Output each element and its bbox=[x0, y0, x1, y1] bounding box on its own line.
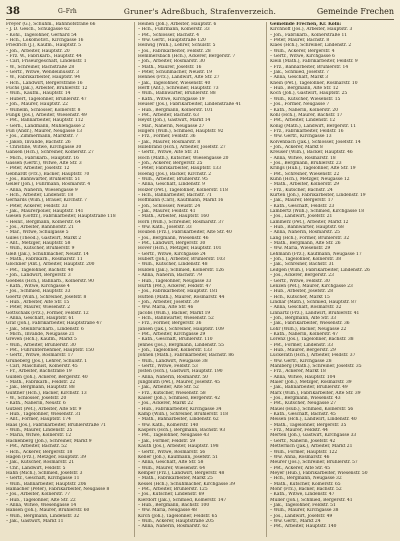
directory-entry: Kauth (Jos.), Arbeiter, Hauptstr. 198 bbox=[138, 444, 219, 450]
directory-entry: Lückerath (Hch.), Arbeiter, Feldstr. 37 bbox=[270, 353, 356, 359]
directory-entry: – Joh., Fabrikarb., Kölnerstraße 11 bbox=[270, 32, 348, 38]
directory-entry: – Jos., Landwirt, Josefstr. 49 bbox=[270, 513, 333, 519]
directory-entry: – Peter, Schuhmacher, Neustr. 19 bbox=[138, 70, 213, 76]
directory-entry: – Jak., Maurer, Feldstr. 41 bbox=[138, 209, 196, 215]
directory-entry: Gottschalk (Frz.), Former, Feldstr. 12 bbox=[6, 310, 89, 316]
directory-entry: Günther (Hch.), Bäcker, Kirchstr. 13 bbox=[6, 390, 87, 396]
directory-entry: – Jos., Former, Neugasse 7 bbox=[270, 102, 330, 108]
directory-entry: – Hub., Bergmann, Kölnerstr. 101 bbox=[138, 107, 213, 113]
directory-entry: – Hub., Tagelöhner, Neugasse 33 bbox=[138, 278, 212, 284]
directory-entry: – Anna, Geschäft, Lindenstr. 9 bbox=[138, 182, 205, 188]
directory-entry: Hennes (Frz.), Landwirt, Alte Str. 27 bbox=[138, 75, 220, 81]
directory-entry: – Joh., Arbeiter, Hauptstr. 20 bbox=[6, 48, 70, 54]
directory-entry: – Jos., Fabrikarbeiter, Feldstr. 28 bbox=[138, 48, 211, 54]
directory-entry: Gansen (Hch.), Schreiner, Kölnerstr. 27 bbox=[6, 150, 94, 156]
directory-entry: – Pet., Arbeiter, Lindenstr. 12 bbox=[270, 118, 336, 124]
directory-entry: – Frz., Maurer, Feldstr. 44 bbox=[270, 428, 328, 434]
directory-entry: – Math., Arbeiter, Hauptstr. 160 bbox=[138, 214, 209, 220]
directory-entry: – Ant., Former, Hauptstr. 174 bbox=[6, 417, 71, 423]
directory-entry: – Anna, Geschäft, Markt 3 bbox=[270, 75, 329, 81]
directory-entry: – Jos., Schmied, Hauptstr. 33 bbox=[6, 289, 71, 295]
directory-entry: – Fr., Arbeiter, Bachstraße 19 bbox=[6, 369, 72, 375]
directory-entry: – Math., Kutscher, Kölnerstr. 65 bbox=[270, 481, 341, 487]
directory-entry: – Jos., Fabrikarbeiter, Hauptstr. 181 bbox=[138, 289, 218, 295]
directory-entry: – Pet., Arbeiter, Kirchgasse 29 bbox=[138, 331, 206, 337]
directory-entry: Mauel (Hub.), Schmied, Kölnerstr. 56 bbox=[270, 406, 354, 412]
directory-entry: Lorenz (Jos.), Tagelöhner, Bachstr. 38 bbox=[270, 337, 354, 343]
directory-entry: Jansen (Jak.), Schreiner, Hauptstr. 109 bbox=[138, 326, 224, 332]
directory-entry: – Anna, Näherin, Rosmarstr. 62 bbox=[138, 524, 208, 530]
directory-entry: Müller (Joh.), Schmied, Bergerstr. 41 bbox=[270, 497, 353, 503]
directory-entry: Gülden (Joh.), Ackerer, Bergerstr. 40 bbox=[6, 374, 88, 380]
directory-entry: – W., Fabrikarbeiter, Hauptstr. 94 bbox=[6, 75, 81, 81]
directory-entry: Kürten (Joh.), Fabrikarbeiter, Lindenstr. 19 bbox=[270, 193, 366, 198]
directory-entry: Gutzeit (Pet.), Arbeiter, Alte Str. 9 bbox=[6, 406, 82, 412]
directory-entry: – Wilh., Maurer, Wiesenstr. 64 bbox=[138, 465, 206, 471]
directory-entry: Hoenig (Jos.), Bäcker, Kirchstr. 2 bbox=[138, 171, 212, 177]
directory-entry: Löhr (Wilh.), Bäcker, Neugasse 22 bbox=[270, 326, 347, 332]
directory-entry: – Pet., Arbeiter, Hauptstr. 140 bbox=[270, 524, 337, 530]
directory-entry: – Wilh., Landwirt, Neugasse 38 bbox=[138, 358, 208, 364]
directory-entry: Freyer (G.), Schuhm., Bahnhofstraße 66 bbox=[6, 22, 96, 27]
directory-entry: – Gertr., Geschäft, Kirchgasse 11 bbox=[6, 476, 80, 482]
directory-entry: Grüneberg (Jos.), Lehrer, Schulstr. 1 bbox=[6, 358, 88, 364]
directory-entry: – Hch., Fuhrmann, Kölnerstr. 33 bbox=[138, 27, 210, 33]
directory-entry: Goertz (Wilh.), Schreiner, Josefstr. 8 bbox=[6, 294, 87, 300]
directory-entry: – Gertr., Witwe, Wendelinusstr. 3 bbox=[6, 70, 80, 76]
directory-entry: – Kath., Näherin, Neustr. 6 bbox=[6, 401, 66, 407]
directory-entry: Kamp (Wilh.), Schreiner, Brühlerstr. 118 bbox=[138, 412, 229, 418]
directory-entry: Friedrich (J.), Kaufm., Hauptstr. 5 bbox=[6, 43, 81, 49]
directory-entry: – Hch., Bahnarbeiter, Bachstr. 71 bbox=[138, 193, 212, 198]
directory-entry: – Kath., Geschäft, Brühlerstr. 110 bbox=[138, 337, 213, 343]
directory-entry: – Kath., Witwe, Kirchgasse 19 bbox=[138, 96, 205, 102]
directory-entry: Gerhards (Wilh.), Brauer, Kirchstr. 7 bbox=[6, 198, 87, 204]
directory-entry: – Hub., Fabrikarbeiter, Kirchgasse 34 bbox=[138, 406, 222, 412]
directory-entry: – Pet., Schreiner, Wiesenstr. 22 bbox=[270, 171, 340, 177]
directory-entry: – Peter, Ackerer, Feldstr. 33 bbox=[6, 203, 68, 209]
directory-entry: – Wilh., Ackerer, Bergerstr. 4 bbox=[270, 48, 335, 54]
directory-entry: – Ww. Gertr., Markt 24 bbox=[270, 518, 321, 524]
directory-entry: – Ww. Gertr., Kirchgasse 28 bbox=[270, 358, 332, 364]
directory-entry: – Jos., Kutscher, Lindenstr. 69 bbox=[138, 492, 205, 498]
directory-entry: Hahn (Mich.), Schmied, Josefstr. 3 bbox=[6, 470, 83, 476]
directory-entry: – Pet., Ackerer, Alte Str. 45 bbox=[270, 465, 330, 471]
directory-entry: – Ww. Maria, Wiesenstr. 29 bbox=[270, 246, 331, 252]
directory-entry: – Gertr., Witwe, Feldstr. 53 bbox=[138, 364, 198, 369]
directory-entry: – Jakob, Invalide, Bachstr. 26 bbox=[6, 139, 71, 145]
directory-entry: – Hch., Ackerer, Bergerstr. 18 bbox=[6, 449, 73, 455]
directory-entry: – Wilh., Bahnwärter, Brühlerstr. 88 bbox=[138, 91, 216, 97]
column-3 bbox=[266, 22, 394, 537]
directory-entry: – Jak., Schreiner, Bachstr. 31 bbox=[270, 262, 335, 268]
directory-entry: – Wilh., Maurer, Lindenstr. 25 bbox=[6, 428, 73, 434]
directory-entry: – Heinr., Bergmann, Kölnerstr. 64 bbox=[6, 219, 81, 225]
directory-entry: Gassen (Gertr.), Witwe, Alte Str. 3 bbox=[6, 160, 82, 166]
directory-entry: Merten (Joh.), Gastwirt, Kirchgasse 33 bbox=[270, 433, 357, 439]
directory-entry: Lambertz (Wilh.), Schmied, Kirchgasse 18 bbox=[270, 209, 365, 215]
directory-entry: Kreuser (Wilh.), Bäcker, Hauptstr. 46 bbox=[270, 150, 353, 156]
directory-entry: – Jak., Arbeiter, Alte Str. 52 bbox=[138, 385, 199, 391]
directory-entry: – Frz., Fabrikarbeiter, Feldstr. 16 bbox=[270, 128, 344, 134]
directory-entry: Giesen (Gottfr.), Fabrikarbeiter, Hauptstraße 118 bbox=[6, 214, 116, 220]
directory-entry: – Gerh., Landmann, Mühlengasse 2 bbox=[6, 123, 85, 129]
directory-entry: Marx (Wilh.), Fabrikarbeiter, Alte Str. 39 bbox=[270, 390, 361, 396]
directory-entry: Hellwig (Wilh.), Lehrer, Schulstr. 5 bbox=[138, 43, 216, 49]
directory-entry: Metternich (Jak.), Arbeiter, Markt 21 bbox=[270, 444, 353, 450]
directory-entry: Gleß (Jak.), Schuhmacher, Neustr. 14 bbox=[6, 251, 89, 257]
directory-entry: Meyer (Hub.), Fabrikarbeiter, Wiesenstr. 50 bbox=[270, 470, 368, 476]
directory-entry: – Gertr., Witwe, Feldstr. 30 bbox=[270, 278, 330, 284]
directory-entry: – Jak., Tagelöhner, Wiesenstr. 40 bbox=[138, 80, 211, 86]
directory-entry: – W., Schlosser, Josefstr. 20 bbox=[6, 396, 67, 402]
directory-entry: – Jak., Maurerpolier, Hauptstr. 141 bbox=[6, 209, 84, 215]
directory-entry: – Jos., Bergmann, Wiesenstr. 46 bbox=[138, 235, 209, 241]
directory-entry: – Anna, Näherin, Rosmarstr. 50 bbox=[138, 374, 208, 380]
directory-entry: Hilgers (Wilh.), Schmied, Hauptstr. 92 bbox=[138, 128, 224, 134]
directory-entry: – Wilh., Ackerer, Hauptstraße 205 bbox=[138, 518, 214, 524]
directory-entry: – Joh., Bergmann, Alte Str. 33 bbox=[270, 315, 337, 321]
directory-entry: Haas (Jos.), Fabrikarbeiter, Brühlerstraße 71 bbox=[6, 422, 106, 428]
directory-entry: Gemeinde Frechen, Kr. Köln: bbox=[270, 22, 342, 27]
directory-entry: – Math., Bergmann, Alte Str. 26 bbox=[270, 241, 341, 247]
directory-entry: – Frz., Kutscher, Wiesenstr. 58 bbox=[138, 390, 206, 396]
directory-entry: Fuß (Andr.), Maurer, Neugasse 13 bbox=[6, 128, 83, 134]
directory-entry: – Pet., Arbeiter, Bachstr. 52 bbox=[6, 444, 67, 450]
directory-entry: – Ww. Gertr., Kirchgasse 13 bbox=[270, 134, 332, 140]
directory-entry: – Jak., Fabrikarbeiter, Wiesenstr. 36 bbox=[270, 321, 350, 327]
directory-entry: Kaiser (Joh.), Schmied, Bergerstr. 42 bbox=[138, 396, 220, 402]
directory-entry: – Frz., Bahnarbeiter, Brühlerstr. 14 bbox=[270, 64, 349, 70]
directory-entry: – Anna, Näherin, Rosmarstr. 25 bbox=[270, 230, 340, 236]
directory-entry: Hoffmann (Carl), Kaufmann, Markt 16 bbox=[138, 198, 224, 204]
directory-entry: – Jak., Steinbrucharb., Lindenstr. 6 bbox=[6, 326, 84, 332]
directory-entry: Johnen (Math.), Fabrikarbeiter, Bachstr. 86 bbox=[138, 353, 234, 359]
directory-entry: – Chr., Landwirt, Feldstr. 5 bbox=[6, 465, 66, 471]
directory-entry: – Gertr., Witwe, Alte Str. 31 bbox=[138, 150, 200, 156]
directory-entry: – Gertr., Witwe, Rosmarstr. 56 bbox=[138, 449, 206, 455]
directory-entry: – Hub., Bahnwärter, Hauptstr. 68 bbox=[270, 225, 344, 231]
directory-entry: – Hch., Arbeiter, Lindenstr. 18 bbox=[6, 193, 74, 198]
directory-entry: Kolvenbach (Jak.), Schlosser, Josefstr. 14 bbox=[270, 139, 361, 145]
directory-entry: – Jak., Former, Feldstr. 59 bbox=[138, 438, 196, 444]
directory-entry: Houben (Frz.), Fabrikarbeiter, Alte Str. 40 bbox=[138, 230, 232, 236]
directory-entry: Mahlberg (Math.), Schreiner, Josefstr. 35 bbox=[270, 364, 362, 369]
directory-entry: – Hub., Tagelöhner, Alte Str. 22 bbox=[6, 497, 76, 503]
directory-entry: – Anna, Geschäft, Alte Str. 58 bbox=[138, 460, 204, 466]
directory-entry: – Jak., Maurer, Bergerstr. 17 bbox=[270, 198, 334, 204]
directory-entry: Fungk (Jos.), Arbeiter, Wiesenstr. 49 bbox=[6, 112, 87, 118]
directory-entry: – Hch., Lokomotivf., Kirchgasse 16 bbox=[6, 38, 84, 44]
directory-entry: – Anna, Geschäft, Hauptstr. 61 bbox=[6, 315, 75, 321]
directory-entry: Herff (Ant.), Schreiner, Hauptstr. 73 bbox=[138, 86, 219, 92]
header-rule bbox=[6, 19, 394, 20]
directory-entry: – Gertr., Witwe, Kirchgasse 6 bbox=[270, 54, 335, 60]
directory-entry: – Jos., Bahnwärter, Brühlerstr. 51 bbox=[6, 176, 81, 182]
directory-entry: – Pet., Kutscher, Neugasse 27 bbox=[270, 401, 337, 407]
directory-entry: – Kath., Näherin, Kölnerstr. 47 bbox=[270, 331, 339, 337]
directory-entry: Kühn (Hch.), Metzger, Neugasse 12 bbox=[270, 176, 350, 182]
directory-entry: – Pet., Landwirt, Bergerstr. 30 bbox=[138, 241, 206, 247]
directory-entry: – Hub., Tagelöhner, Wiesenstr. 31 bbox=[6, 412, 81, 418]
directory-entry: – Ww. Anna, Rosmarstr. 46 bbox=[270, 454, 330, 460]
directory-entry: Kirch (Joh.), Tagelöhner, Feldstr. 65 bbox=[138, 513, 218, 519]
directory-entry: – J. D. Gesch., Schulgasse 62 bbox=[6, 27, 70, 33]
directory-entry: – Peter, Maurer, Wiesenstr. 2 bbox=[6, 305, 71, 311]
directory-entry: Jungbluth (Pet.), Maurer, Josefstr. 45 bbox=[138, 380, 220, 386]
directory-entry: – Jak., Tagelöhner, Feldstr. 51 bbox=[270, 502, 336, 508]
directory-entry: – Math., Tagelöhner, Bergerstr. 35 bbox=[270, 422, 347, 428]
directory-entry: Koch (Joh.), Gastwirt, Hauptstr. 25 bbox=[270, 91, 348, 97]
directory-entry: Jennes (Jos.), Bergmann, Lindenstr. 55 bbox=[138, 342, 224, 348]
directory-entry: – Kath., Geschäft, Feldstr. 23 bbox=[270, 203, 335, 209]
directory-entry: – Anna, Näherin, Bachstr. 79 bbox=[138, 273, 202, 279]
directory-entry: – Jos., Zimmermann, Marktstr. 7 bbox=[6, 134, 78, 140]
directory-entry: Heydt (Joh.), Gastwirt, Markt 14 bbox=[138, 118, 211, 124]
directory-entry: – Jos., Landwirt, Josefstr. 21 bbox=[270, 214, 333, 220]
directory-entry: – Ww. Maria, Alte Str. 46 bbox=[138, 305, 194, 311]
directory-entry: – Hub., Bergmann, Bachstr. 100 bbox=[138, 502, 210, 508]
directory-entry: – Ww. Kath., Kölnerstr. 140 bbox=[138, 422, 199, 428]
directory-entry: – Hch., Bergmann, Neugasse 32 bbox=[270, 476, 342, 482]
directory-entry: – Joh., Ackerer, Markt 8 bbox=[270, 144, 323, 150]
directory-entry: – Mich., Invalide, Neugasse 21 bbox=[6, 331, 75, 337]
directory-entry: Heinen (Joh.), Arbeiter, Hauptstr. 6 bbox=[138, 22, 217, 27]
directory-entry: – Joh., Arbeiter, Josefstr. 39 bbox=[138, 299, 199, 305]
directory-entry: Klein (Math.), Fabrikarbeiter, Feldstr. 9 bbox=[270, 59, 358, 65]
directory-entry: Lindlar (Math.), Schmied, Hauptstr. 87 bbox=[270, 299, 357, 305]
directory-entry: – Hub., Arbeiter, Alte Str. 15 bbox=[6, 299, 70, 305]
directory-entry: – Ww. Kath., Josefstr. 33 bbox=[138, 225, 192, 231]
directory-entry: Gebhardt (Frz.), Bäcker, Hauptstr. 70 bbox=[6, 171, 90, 177]
page-sub: G–Frh bbox=[58, 8, 77, 15]
directory-entry: – Jos., Bergmann, Brühlerstr. 23 bbox=[270, 160, 342, 166]
directory-entry: – Pet., Tagelöhner, Neugasse 43 bbox=[138, 433, 210, 439]
directory-entry: – Jos., Ackerer, Bergerstr. 23 bbox=[270, 273, 334, 279]
directory-entry: Meurer (Jos.), Schreiner, Brühlerstr. 57 bbox=[270, 460, 358, 466]
directory-entry: Klaes (Hch.), Schreiner, Lindenstr. 2 bbox=[270, 43, 352, 49]
directory-entry: – Joh., Tagelöhner, Kölnerstr. 133 bbox=[138, 347, 212, 353]
directory-entry: – Peter, Arbeiter, Josefstr. 12 bbox=[6, 166, 70, 172]
column-1 bbox=[6, 22, 130, 537]
directory-entry: – Jak., Gastwirt, Markt 11 bbox=[6, 518, 64, 524]
directory-entry: – Jak., Maurer, Rosmarstr. 8 bbox=[138, 139, 201, 145]
directory-entry: Meisen (Hch.), Landwirt, Lindenstr. 40 bbox=[270, 417, 357, 423]
directory-entry: – Kath., Witwe, Lindenstr. 47 bbox=[270, 492, 335, 498]
directory-entry: – Anna, Witwe, Wiesengasse 14 bbox=[6, 502, 77, 508]
directory-entry: Hürth (Pet.), Ackerer, Feldstr. 47 bbox=[138, 283, 212, 289]
directory-entry: – Hub., Maurer, Bergerstr. 29 bbox=[270, 347, 336, 353]
directory-entry: Hemmersbach (Hch.), Ackerer, Bergerstr. 7 bbox=[138, 54, 236, 60]
directory-entry: – Wilh., Maurer, Kirchgasse 38 bbox=[270, 508, 339, 514]
directory-entry: Lammerz (Pet.), Arbeiter, Markt 12 bbox=[270, 219, 349, 225]
directory-entry: Hackenberg (Joh.), Schreiner, Markt 9 bbox=[6, 438, 92, 444]
directory-entry: Hamacher (Peter), Fabrikarbeiter, Neugasse 8 bbox=[6, 486, 110, 492]
directory-entry: – Wilh., Arbeiter, Brühlerstr. 30 bbox=[6, 342, 76, 348]
directory-entry: Hülden (Jak.), Schmied, Kölnerstr. 126 bbox=[138, 267, 224, 273]
directory-entry: Hansen (Joh.), Maurer, Brühlerstr. 60 bbox=[6, 508, 90, 514]
directory-entry: Hoch (Math.), Kutscher, Wiesengasse 20 bbox=[138, 155, 229, 161]
directory-entry: – Jak., Bergmann, Hauptstr. 88 bbox=[6, 385, 75, 391]
directory-entry: Kemper (Frz.), Landwirt, Bergerstr. 48 bbox=[138, 470, 225, 476]
directory-entry: Greven (Hch.), Kaufm., Markt 5 bbox=[6, 337, 77, 343]
directory-entry: – Math., Maurer, Josefstr. 16 bbox=[138, 64, 202, 70]
directory-entry: – Wilh., Kutscher, Lindenstr. 48 bbox=[138, 262, 208, 268]
directory-entry: Hütten (Math.), Maurer, Rosmarstr. 44 bbox=[138, 294, 225, 300]
directory-entry: – Wilh., Kutscher, Wiesenstr. 15 bbox=[270, 96, 341, 102]
directory-entry: Keller (Joh.), Kaufmann, Josefstr. 51 bbox=[138, 454, 218, 460]
directory-entry: – Mar., Näherin, Neugasse 27 bbox=[138, 123, 205, 129]
text-columns bbox=[6, 22, 394, 537]
directory-entry: – Hubert, Tagelöhner, Brühlerstr. 47 bbox=[6, 96, 87, 102]
directory-entry: – Frz., Former, Feldstr. 36 bbox=[138, 134, 196, 140]
directory-entry: – Math., Bahnarbeiter, Lindenstr. 62 bbox=[138, 417, 219, 423]
directory-entry: – Joh., Tagelöhner, Kölnerstr. 38 bbox=[270, 257, 342, 263]
directory-entry: – Wilh., Bergmann, Lindenstr. 32 bbox=[6, 513, 80, 519]
directory-entry: – Jak., Schmied, Josefstr. 7 bbox=[270, 70, 329, 76]
directory-entry: – Anna, Witwe, Rosmarstr. 18 bbox=[270, 155, 336, 161]
directory-entry: – Jos., Arbeiter, Bahnhofstr. 21 bbox=[6, 225, 74, 231]
directory-entry: – W., Schreiner, Bachstraße 28 bbox=[6, 64, 75, 70]
column-2 bbox=[134, 22, 262, 537]
directory-entry: – Mich., Fabrikarb., Hauptstr. 16 bbox=[6, 155, 79, 161]
directory-entry: – Pet., Arbeiter, Bachstr. 63 bbox=[138, 112, 199, 118]
directory-entry: – Pet., Fuhrunternehmer, Hauptstr. 150 bbox=[6, 347, 94, 353]
directory-entry: – Frz., Ackerer, Markt 18 bbox=[270, 369, 326, 375]
directory-entry: – Joh., Landwirt, Bergerstr. 3 bbox=[6, 273, 71, 279]
directory-entry: – Frz., Former, Bergerstr. 36 bbox=[138, 321, 202, 327]
directory-entry: – Jak., Kutscher, Rosmarstr. 21 bbox=[6, 460, 75, 466]
directory-entry: Hölzer (Pet.), Tagelöhner, Kölnerstr. 118 bbox=[138, 187, 228, 193]
directory-entry: Krings (Hub.), Tagelöhner, Alte Str. 19 bbox=[270, 166, 356, 172]
directory-entry: – Hch., Kutscher, Markt 15 bbox=[270, 294, 330, 300]
directory-entry: – Joh., Maurer, Hauptstr. 22 bbox=[6, 102, 68, 108]
directory-entry: Hagen (Frz.), Metzger, Hauptstr. 39 bbox=[6, 454, 86, 460]
directory-entry: – Ant., Metzger, Hauptstr. 58 bbox=[6, 241, 71, 247]
directory-entry: Kaspers (Hch.), Bergmann, Bachstr. 93 bbox=[138, 428, 226, 434]
directory-entry: – Kath., Näherin, Kölnerstr. 20 bbox=[270, 107, 339, 113]
directory-entry: – Joh., Arbeiter, Rosmarstr. 30 bbox=[138, 59, 205, 65]
directory-entry: Josten (Hch.), Gastwirt, Hauptstr. 190 bbox=[138, 369, 223, 375]
directory-entry: Graf (Joh.), Fabrikarbeiter, Hauptstraße 47 bbox=[6, 321, 102, 327]
directory-entry: – Kohl., Tagelöhner, Gerhard 54 bbox=[6, 32, 77, 38]
directory-entry: – Jak., Bahnarbeiter, Brühlerstr. 49 bbox=[270, 385, 348, 391]
directory-entry: – Christine, Witwe, Kirchgasse 30 bbox=[6, 144, 82, 150]
directory-entry: – Jos., Bergmann, Wiesenstr. 43 bbox=[270, 396, 341, 402]
directory-entry: Kierdorf (Jak.), Schmied, Kölnerstr. 147 bbox=[138, 497, 227, 503]
directory-entry: – Math., Fabrikarb., Feldstr. 22 bbox=[6, 380, 76, 386]
directory-entry: – Gertr., Näherin, Josefstr. 42 bbox=[270, 438, 336, 444]
directory-entry: – Ww. Gertr., Hauptstraße 120 bbox=[138, 38, 206, 44]
directory-entry: Maier (Joh.), Metzger, Rosmarstr. 39 bbox=[270, 380, 352, 386]
directory-entry: – Peter, Maurer, Bachstr. 8 bbox=[270, 38, 330, 44]
directory-entry: – Hub., Arbeiter, Josefstr. 28 bbox=[270, 289, 333, 295]
directory-entry: – Wilh., Arbeiter, Brühlerstr. 95 bbox=[138, 176, 208, 182]
directory-entry: – Wilh., Former, Hauptstr. 122 bbox=[270, 449, 338, 455]
directory-entry: – Wilh., Kaufm., Hauptstr. 14 bbox=[6, 91, 71, 97]
directory-entry: – Math., Fabrikarbeiter, Markt 25 bbox=[138, 476, 213, 482]
directory-entry: Hillebrand (Hch.), Arbeiter, Josefstr. 27 bbox=[138, 144, 226, 150]
directory-entry: Glöckner (Ant.), Arbeiter, Hauptstr. 200 bbox=[6, 262, 95, 268]
directory-entry: Hover (Hch.), Metzger, Hauptstr. 101 bbox=[138, 246, 222, 252]
directory-entry: – Wilhelm, Schlosser, Kölnerstr. 8 bbox=[6, 107, 81, 113]
directory-entry: – Anna, Witwe, Hauptstr. 104 bbox=[270, 374, 336, 380]
directory-entry: – Frz. W., Fabrikarb., Hauptstr. 44 bbox=[6, 54, 82, 60]
page-header bbox=[6, 5, 394, 19]
running-title: Gruner's Adreßbuch, Strafenverzeich. bbox=[123, 7, 277, 16]
directory-entry: Goebels (Hch.), Bahnarb., Kölnerstr. 90 bbox=[6, 278, 94, 284]
directory-entry: – Anna, Näherin, Wiesengasse 9 bbox=[6, 187, 78, 193]
directory-entry: Kessel (Hch.), Schuhmacher, Kirchgasse 39 bbox=[138, 481, 236, 487]
directory-entry: – Frz., Kutscher, Bachstr. 24 bbox=[270, 187, 333, 193]
directory-entry: – Kath., Geschäft, Bachstr. 45 bbox=[270, 412, 336, 418]
directory-entry: – Wilh., Kutscher, Brühlerstr. 9 bbox=[6, 246, 75, 252]
directory-entry: – Pet., Former, Lindenstr. 33 bbox=[270, 342, 334, 348]
directory-entry: Geller (Joh.), Fuhrmann, Rosmarstr. 4 bbox=[6, 182, 91, 188]
directory-entry: – Math., Fabrikarb., Rosmarstr. 11 bbox=[6, 257, 83, 263]
directory-entry: Leifgen (Wilh.), Fabrikarbeiter, Lindenstr. 26 bbox=[270, 267, 370, 273]
directory-entry: Lenzen (Pet.), Maurer, Kirchgasse 23 bbox=[270, 283, 353, 289]
section-title: Gemeinde Frechen bbox=[316, 7, 394, 16]
directory-entry: Linnartz (Frz.), Landwirt, Brühlerstr. 41 bbox=[270, 310, 360, 316]
directory-entry: – Kath., Witwe, Kirchgasse 4 bbox=[6, 283, 70, 289]
directory-entry: – Mar., Witwe, Schulgasse 5 bbox=[6, 230, 69, 236]
directory-entry: – Carl, Friseurgeschäft, Lindenstr. 1 bbox=[6, 59, 87, 65]
directory-entry: – Jos., Arbeiter, Kölnerstr. 77 bbox=[6, 492, 71, 498]
directory-entry: Mohr (Frz.), Bäcker, Bachstr. 52 bbox=[270, 486, 342, 492]
directory-entry: – Carl, Maschinist, Kölnerstr. 45 bbox=[6, 364, 78, 369]
directory-entry: – Joh., Schlosser, Neustr. 24 bbox=[138, 203, 201, 209]
directory-entry: – Pet., Schlosser, Bachstr. 4 bbox=[138, 32, 200, 38]
directory-entry: Horn (Wilh.), Schreiner, Rosmarstr. 37 bbox=[138, 219, 224, 225]
directory-entry: Heuser (Jos.), Fabrikarbeiter, Lindenstraße 41 bbox=[138, 102, 242, 108]
directory-entry: – Jos., Ackerer, Markt 22 bbox=[138, 401, 194, 407]
directory-entry: – Anna, Geschäft, Rosmarstr. 32 bbox=[270, 305, 342, 311]
directory-entry: Gilles (Theod.), Gastwirt, Markt 2 bbox=[6, 235, 82, 241]
directory-entry: Hubert (Joh.), Arbeiter, Brühlerstr. 103 bbox=[138, 257, 225, 263]
directory-entry: – Hch., Bahnwärter, Wiesenstr. 52 bbox=[138, 315, 214, 321]
directory-entry: – Maria, Witwe, Kölnerstr. 12 bbox=[6, 433, 72, 439]
directory-entry: Lang (Hch.), Former, Brühlerstr. 32 bbox=[270, 235, 350, 241]
directory-entry: – Pet., Arbeiter, Brühlerstr. 125 bbox=[138, 486, 208, 492]
directory-entry: – Math., Arbeiter, Kölnerstr. 29 bbox=[270, 182, 340, 188]
directory-entry: – Gertr., Witwe, Rosmarstr. 17 bbox=[6, 353, 74, 359]
directory-entry: Kirchhoff (Jos.), Arbeiter, Hauptstr. 3 bbox=[270, 27, 353, 33]
directory-entry: – Hub., Bergmann, Alte Str. 12 bbox=[270, 86, 339, 92]
page-number: 38 bbox=[6, 6, 20, 17]
directory-entry: König (Math.), Landwirt, Bergerstr. 11 bbox=[270, 123, 356, 129]
directory-entry: Fuchs (Jak.), Arbeiter, Brühlerstr. 12 bbox=[6, 86, 88, 92]
directory-entry: – Ww. Maria, Neugasse 48 bbox=[138, 508, 197, 514]
directory-entry: – Gertr., Witwe, Kirchgasse 24 bbox=[138, 251, 206, 257]
directory-entry: – Joh., Ackerer, Bergerstr. 25 bbox=[138, 160, 203, 166]
directory-entry: – Peter, Fabrikarbeiter, Hauptstr. 133 bbox=[138, 166, 222, 172]
directory-entry: – Wilh., Bahnarbeiter, Hauptstr. 206 bbox=[6, 481, 87, 487]
directory-entry: Jacobs (Wilh.), Bäcker, Markt 19 bbox=[138, 310, 211, 316]
directory-entry: Kohl (Hch.), Maurer, Bachstr. 17 bbox=[270, 112, 343, 118]
directory-entry: – Pet., Bahnarbeiter, Hauptstr. 112 bbox=[6, 118, 84, 124]
directory-entry: – Hch., Landwirt, Bergerstraße 16 bbox=[6, 80, 83, 86]
directory-entry: – Pet., Tagelöhner, Bachstr. 40 bbox=[6, 267, 74, 273]
directory-entry: Lehmann (Frz.), Kaufmann, Neugasse 17 bbox=[270, 251, 362, 257]
directory-entry: Knein (Pet.), Tagelöhner, Rosmarstr. 10 bbox=[270, 80, 358, 86]
